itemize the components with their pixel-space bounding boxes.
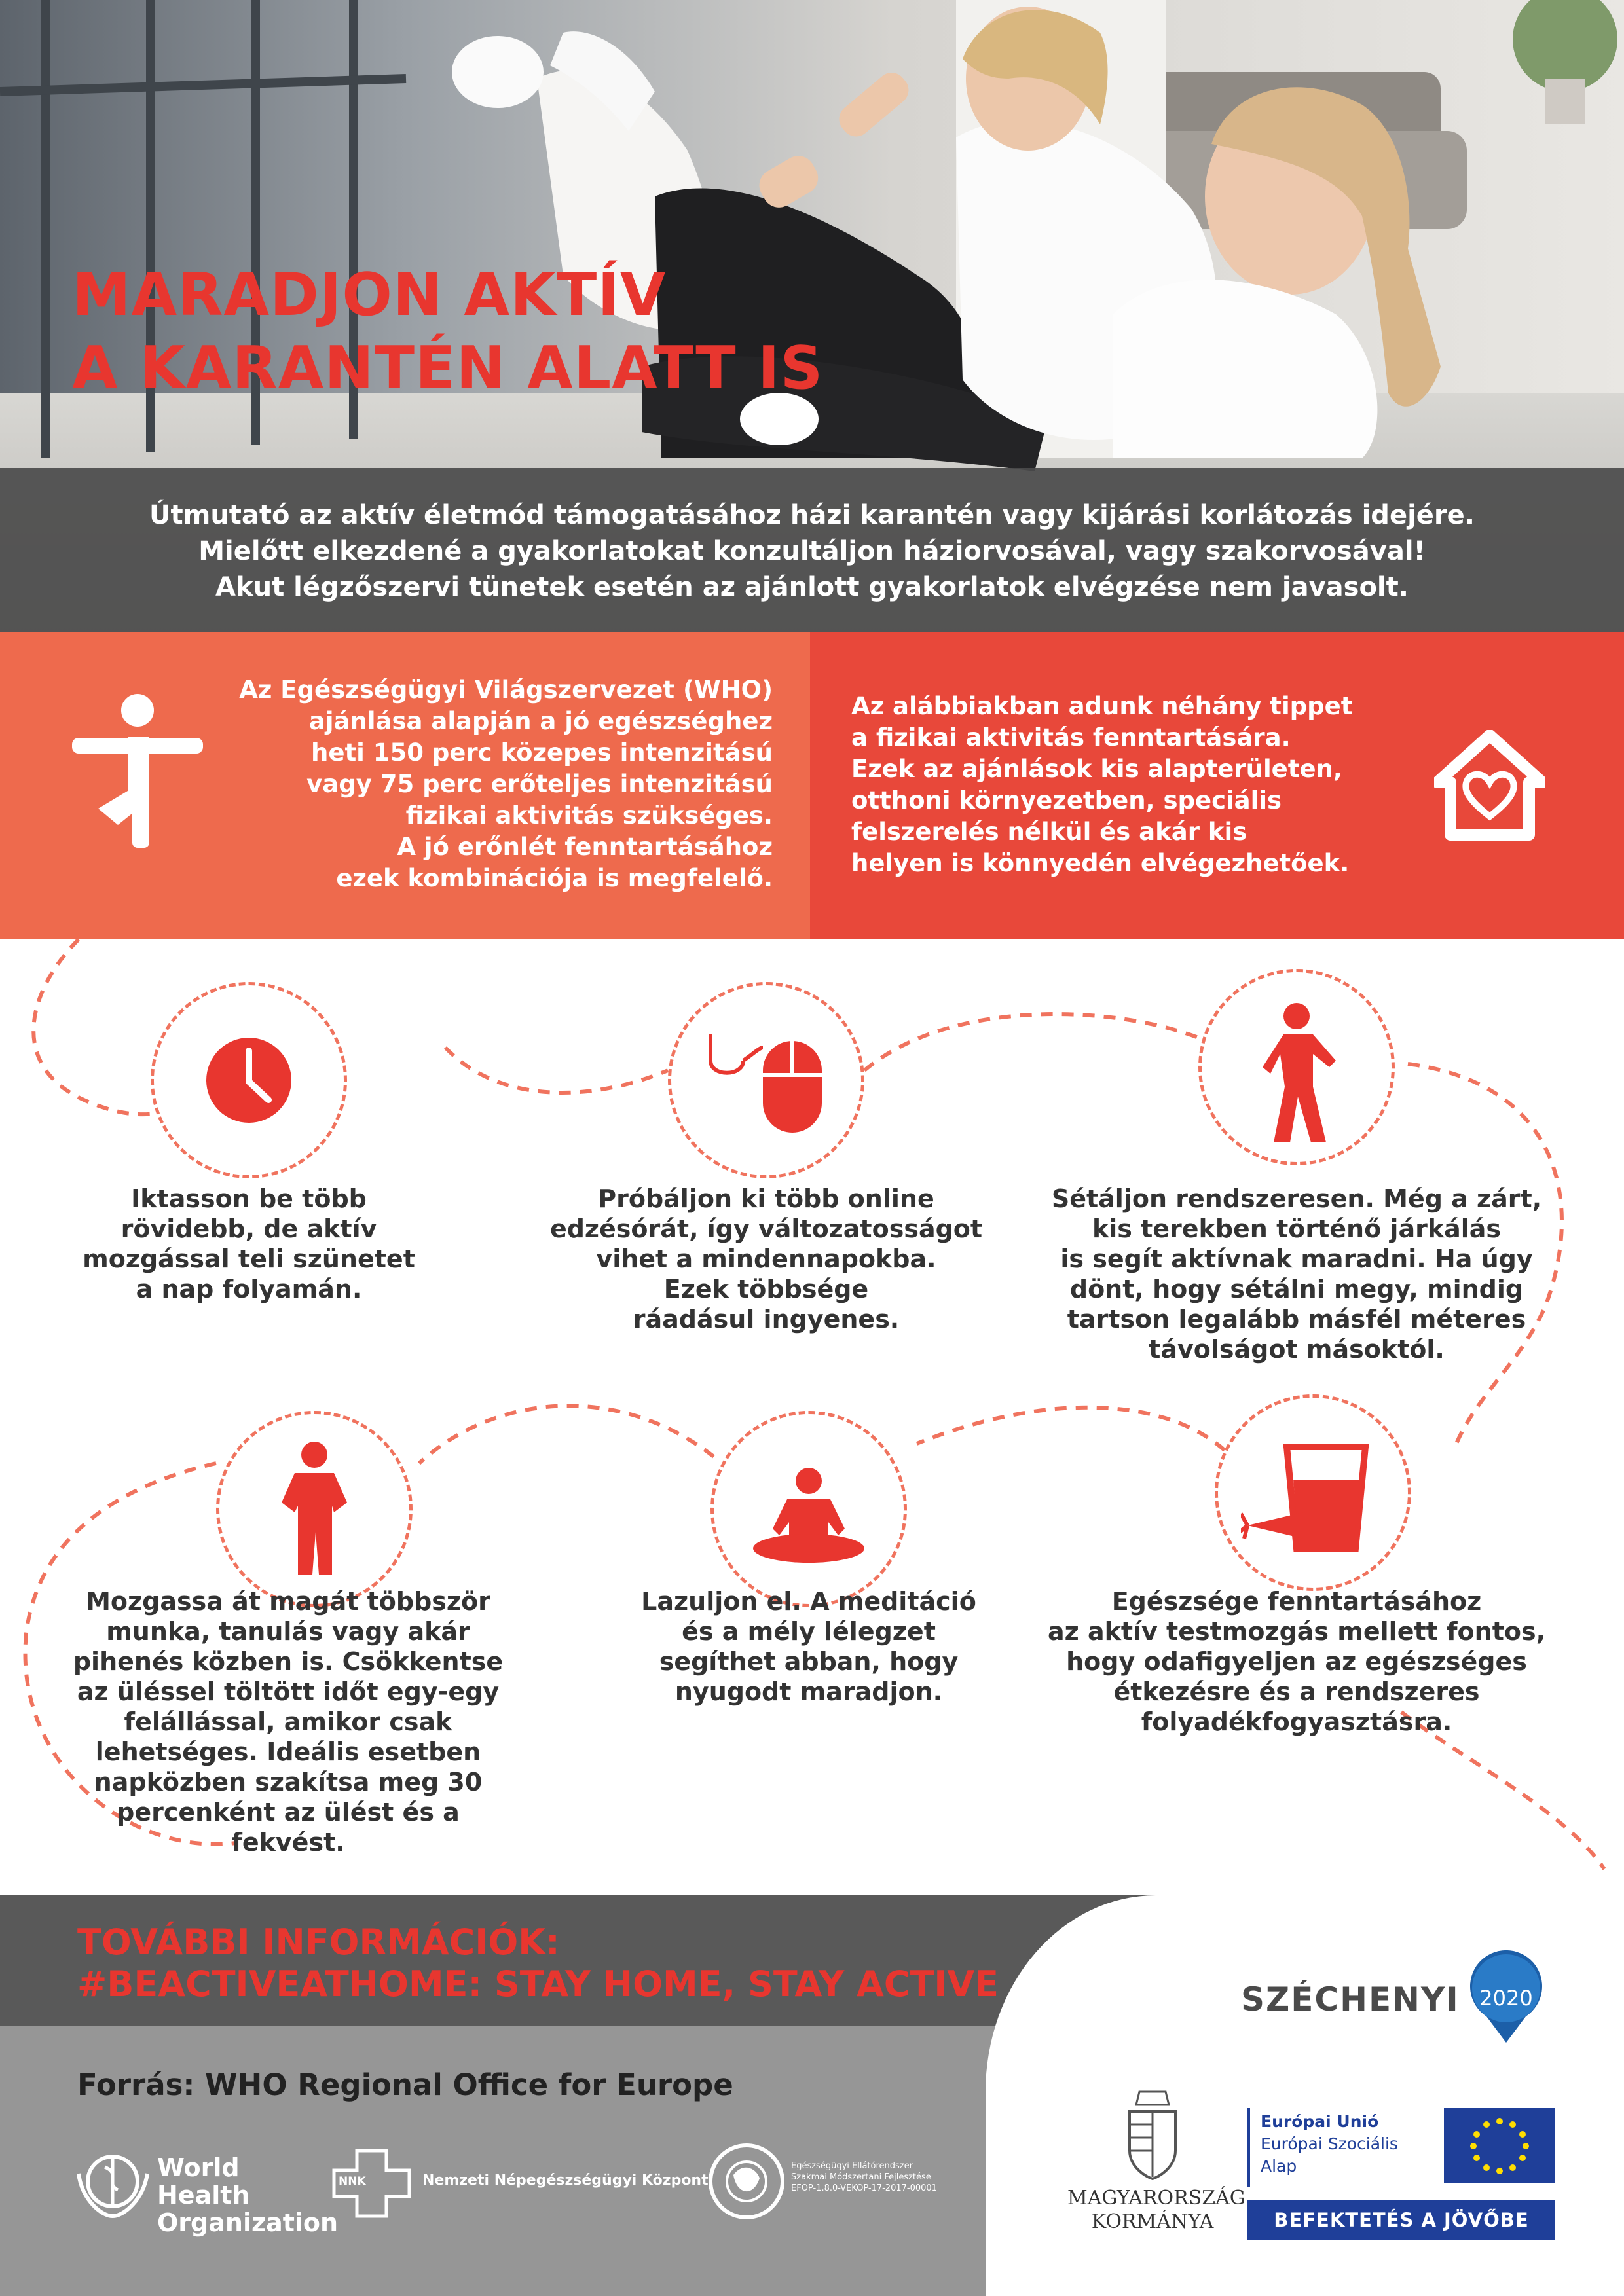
- tip4-line-7: napközben szakítsa meg 30: [94, 1768, 483, 1796]
- page-title: [72, 259, 823, 405]
- who-emblem-icon: [75, 2147, 151, 2219]
- tip2-line-4: Ezek többsége: [663, 1275, 869, 1303]
- tip3-line-6: távolságot másoktól.: [1149, 1335, 1445, 1364]
- tips-line-3: Ezek az ajánlások kis alapterületen,: [851, 755, 1342, 783]
- eu-text: [1261, 2111, 1398, 2178]
- tip4-line-8: percenként az ülést és a fekvést.: [117, 1798, 460, 1857]
- efop-text: [791, 2160, 937, 2194]
- who-name-line-1: World Health: [157, 2153, 250, 2210]
- who-line-3: heti 150 perc közepes intenzitású: [311, 738, 773, 767]
- tips-line-4: otthoni környezetben, speciális: [851, 786, 1282, 814]
- tip3-line-4: dönt, hogy sétálni megy, mindig: [1069, 1275, 1524, 1303]
- who-recommendation-text: [196, 674, 773, 894]
- eu-flag-icon: [1444, 2108, 1555, 2183]
- glass-and-carrot-icon: [1241, 1440, 1372, 1552]
- tip1-line-4: a nap folyamán.: [136, 1275, 362, 1303]
- tip3-line-5: tartson legalább másfél méteres: [1067, 1305, 1526, 1334]
- tip-text-6: [1022, 1586, 1572, 1737]
- who-logo: [75, 2147, 339, 2237]
- tip4-line-4: az üléssel töltött időt egy-egy: [77, 1677, 500, 1706]
- tip1-line-1: Iktasson be több: [131, 1184, 367, 1213]
- government-line-1: MAGYARORSZÁG: [1067, 2187, 1246, 2210]
- intro-line-3: Akut légzőszervi tünetek esetén az ajánlott gyakorlatok elvégzése nem javasolt.: [215, 572, 1409, 602]
- hungarian-government-logo: [1067, 2088, 1246, 2259]
- eu-line-3: Alap: [1261, 2157, 1297, 2176]
- more-info-line-1: TOVÁBBI INFORMÁCIÓK:: [77, 1922, 560, 1963]
- eu-divider: [1247, 2108, 1250, 2187]
- government-line-2: KORMÁNYA: [1091, 2210, 1214, 2233]
- eu-line-2: Európai Szociális: [1261, 2134, 1398, 2153]
- tip6-line-1: Egészsége fenntartásához: [1111, 1587, 1482, 1616]
- szechenyi-name: SZÉCHENYI: [1241, 1980, 1460, 2018]
- tip-text-1: [59, 1184, 439, 1304]
- tip5-line-4: nyugodt maradjon.: [674, 1677, 943, 1706]
- tip4-line-1: Mozgassa át magát többször: [86, 1587, 490, 1616]
- tips-line-1: Az alábbiakban adunk néhány tippet: [851, 692, 1353, 720]
- tip4-line-6: lehetséges. Ideális esetben: [95, 1738, 481, 1766]
- szechenyi-year: 2020: [1479, 1986, 1533, 2011]
- tip3-line-2: kis terekben történő járkálás: [1092, 1214, 1502, 1243]
- nnk-logo: [331, 2147, 709, 2219]
- standing-person-icon: [272, 1440, 357, 1578]
- tip2-line-2: edzésórát, így változatosságot: [549, 1214, 983, 1243]
- intro-line-1: Útmutató az aktív életmód támogatásához házi karantén vagy kijárási korlátozás idejére.: [149, 500, 1475, 530]
- tip4-line-5: felállással, amikor csak: [124, 1707, 452, 1736]
- eu-social-fund-logo: [1247, 2108, 1555, 2246]
- source-credit: Forrás: WHO Regional Office for Europe: [77, 2068, 733, 2102]
- tip-text-2: [498, 1184, 1035, 1334]
- tip2-line-1: Próbáljon ki több online: [598, 1184, 934, 1213]
- tip-text-3: [1022, 1184, 1572, 1364]
- more-info-hashtag: #BEACTIVEATHOME: STAY HOME, STAY ACTIVE: [77, 1963, 999, 2005]
- yoga-pose-icon: [72, 691, 203, 848]
- tip6-line-3: hogy odafigyeljen az egészséges: [1066, 1647, 1527, 1676]
- efop-line-3: EFOP-1.8.0-VEKOP-17-2017-00001: [791, 2183, 937, 2193]
- tip4-line-3: pihenés közben is. Csökkentse: [73, 1647, 504, 1676]
- title-line-2: A KARANTÉN ALATT IS: [72, 334, 824, 403]
- who-line-7: ezek kombinációja is megfelelő.: [336, 864, 773, 892]
- tip-text-5: [583, 1586, 1035, 1707]
- who-line-5: fizikai aktivitás szükséges.: [405, 801, 773, 829]
- tip5-line-3: segíthet abban, hogy: [659, 1647, 959, 1676]
- tip6-line-2: az aktív testmozgás mellett fontos,: [1047, 1617, 1546, 1646]
- tip1-line-3: mozgással teli szünetet: [83, 1245, 415, 1273]
- szechenyi-2020-logo: [1241, 1948, 1555, 2046]
- who-line-4: vagy 75 perc erőteljes intenzitású: [306, 770, 773, 798]
- tip2-line-3: vihet a mindennapokba.: [596, 1245, 936, 1273]
- eu-slogan: BEFEKTETÉS A JÖVŐBE: [1247, 2200, 1555, 2240]
- clock-icon: [203, 1034, 295, 1126]
- tip3-line-3: is segít aktívnak maradni. Ha úgy: [1060, 1245, 1533, 1273]
- nnk-abbr: NNK: [339, 2175, 366, 2188]
- intro-text: [39, 498, 1585, 606]
- tips-intro-text: [851, 691, 1441, 879]
- tip4-line-2: munka, tanulás vagy akár: [106, 1617, 470, 1646]
- nnk-name: Nemzeti Népegészségügyi Központ: [422, 2172, 709, 2189]
- who-line-1: Az Egészségügyi Világszervezet (WHO): [239, 676, 773, 704]
- tips-line-6: helyen is könnyedén elvégezhetőek.: [851, 849, 1350, 877]
- tip6-line-5: folyadékfogyasztásra.: [1141, 1707, 1452, 1736]
- intro-line-2: Mielőtt elkezdené a gyakorlatokat konzultáljon háziorvosával, vagy szakorvosával!: [198, 536, 1426, 566]
- efop-emblem-icon: [707, 2142, 786, 2221]
- computer-mouse-icon: [691, 1028, 841, 1139]
- government-name: [1067, 2187, 1246, 2234]
- meditation-icon: [747, 1467, 871, 1565]
- efop-line-2: Szakmai Módszertani Fejlesztése: [791, 2172, 931, 2182]
- tip2-line-5: ráadásul ingyenes.: [633, 1305, 900, 1334]
- walking-person-icon: [1257, 1002, 1342, 1146]
- tip1-line-2: rövidebb, de aktív: [120, 1214, 377, 1243]
- who-name-line-2: Organization: [157, 2208, 339, 2237]
- tips-line-5: felszerelés nélkül és akár kis: [851, 818, 1247, 846]
- title-line-1: MARADJON AKTÍV: [72, 261, 667, 329]
- eu-line-1: Európai Unió: [1261, 2112, 1379, 2131]
- who-name: [157, 2154, 338, 2236]
- tip5-line-2: és a mély lélegzet: [682, 1617, 936, 1646]
- efop-line-1: Egészségügyi Ellátórendszer: [791, 2161, 913, 2171]
- tip6-line-4: étkezésre és a rendszeres: [1113, 1677, 1480, 1706]
- who-line-2: ajánlása alapján a jó egészséghez: [308, 707, 773, 735]
- tips-line-2: a fizikai aktivitás fenntartására.: [851, 723, 1291, 752]
- efop-logo: [707, 2142, 969, 2221]
- hungarian-coat-of-arms-icon: [1120, 2088, 1185, 2180]
- house-heart-icon: [1434, 730, 1545, 841]
- tip5-line-1: Lazuljon el. A meditáció: [641, 1587, 976, 1616]
- tip3-line-1: Sétáljon rendszeresen. Még a zárt,: [1051, 1184, 1542, 1213]
- tip-text-4: [59, 1586, 517, 1857]
- more-info-text: [77, 1922, 999, 2005]
- who-line-6: A jó erőnlét fenntartásához: [397, 833, 773, 861]
